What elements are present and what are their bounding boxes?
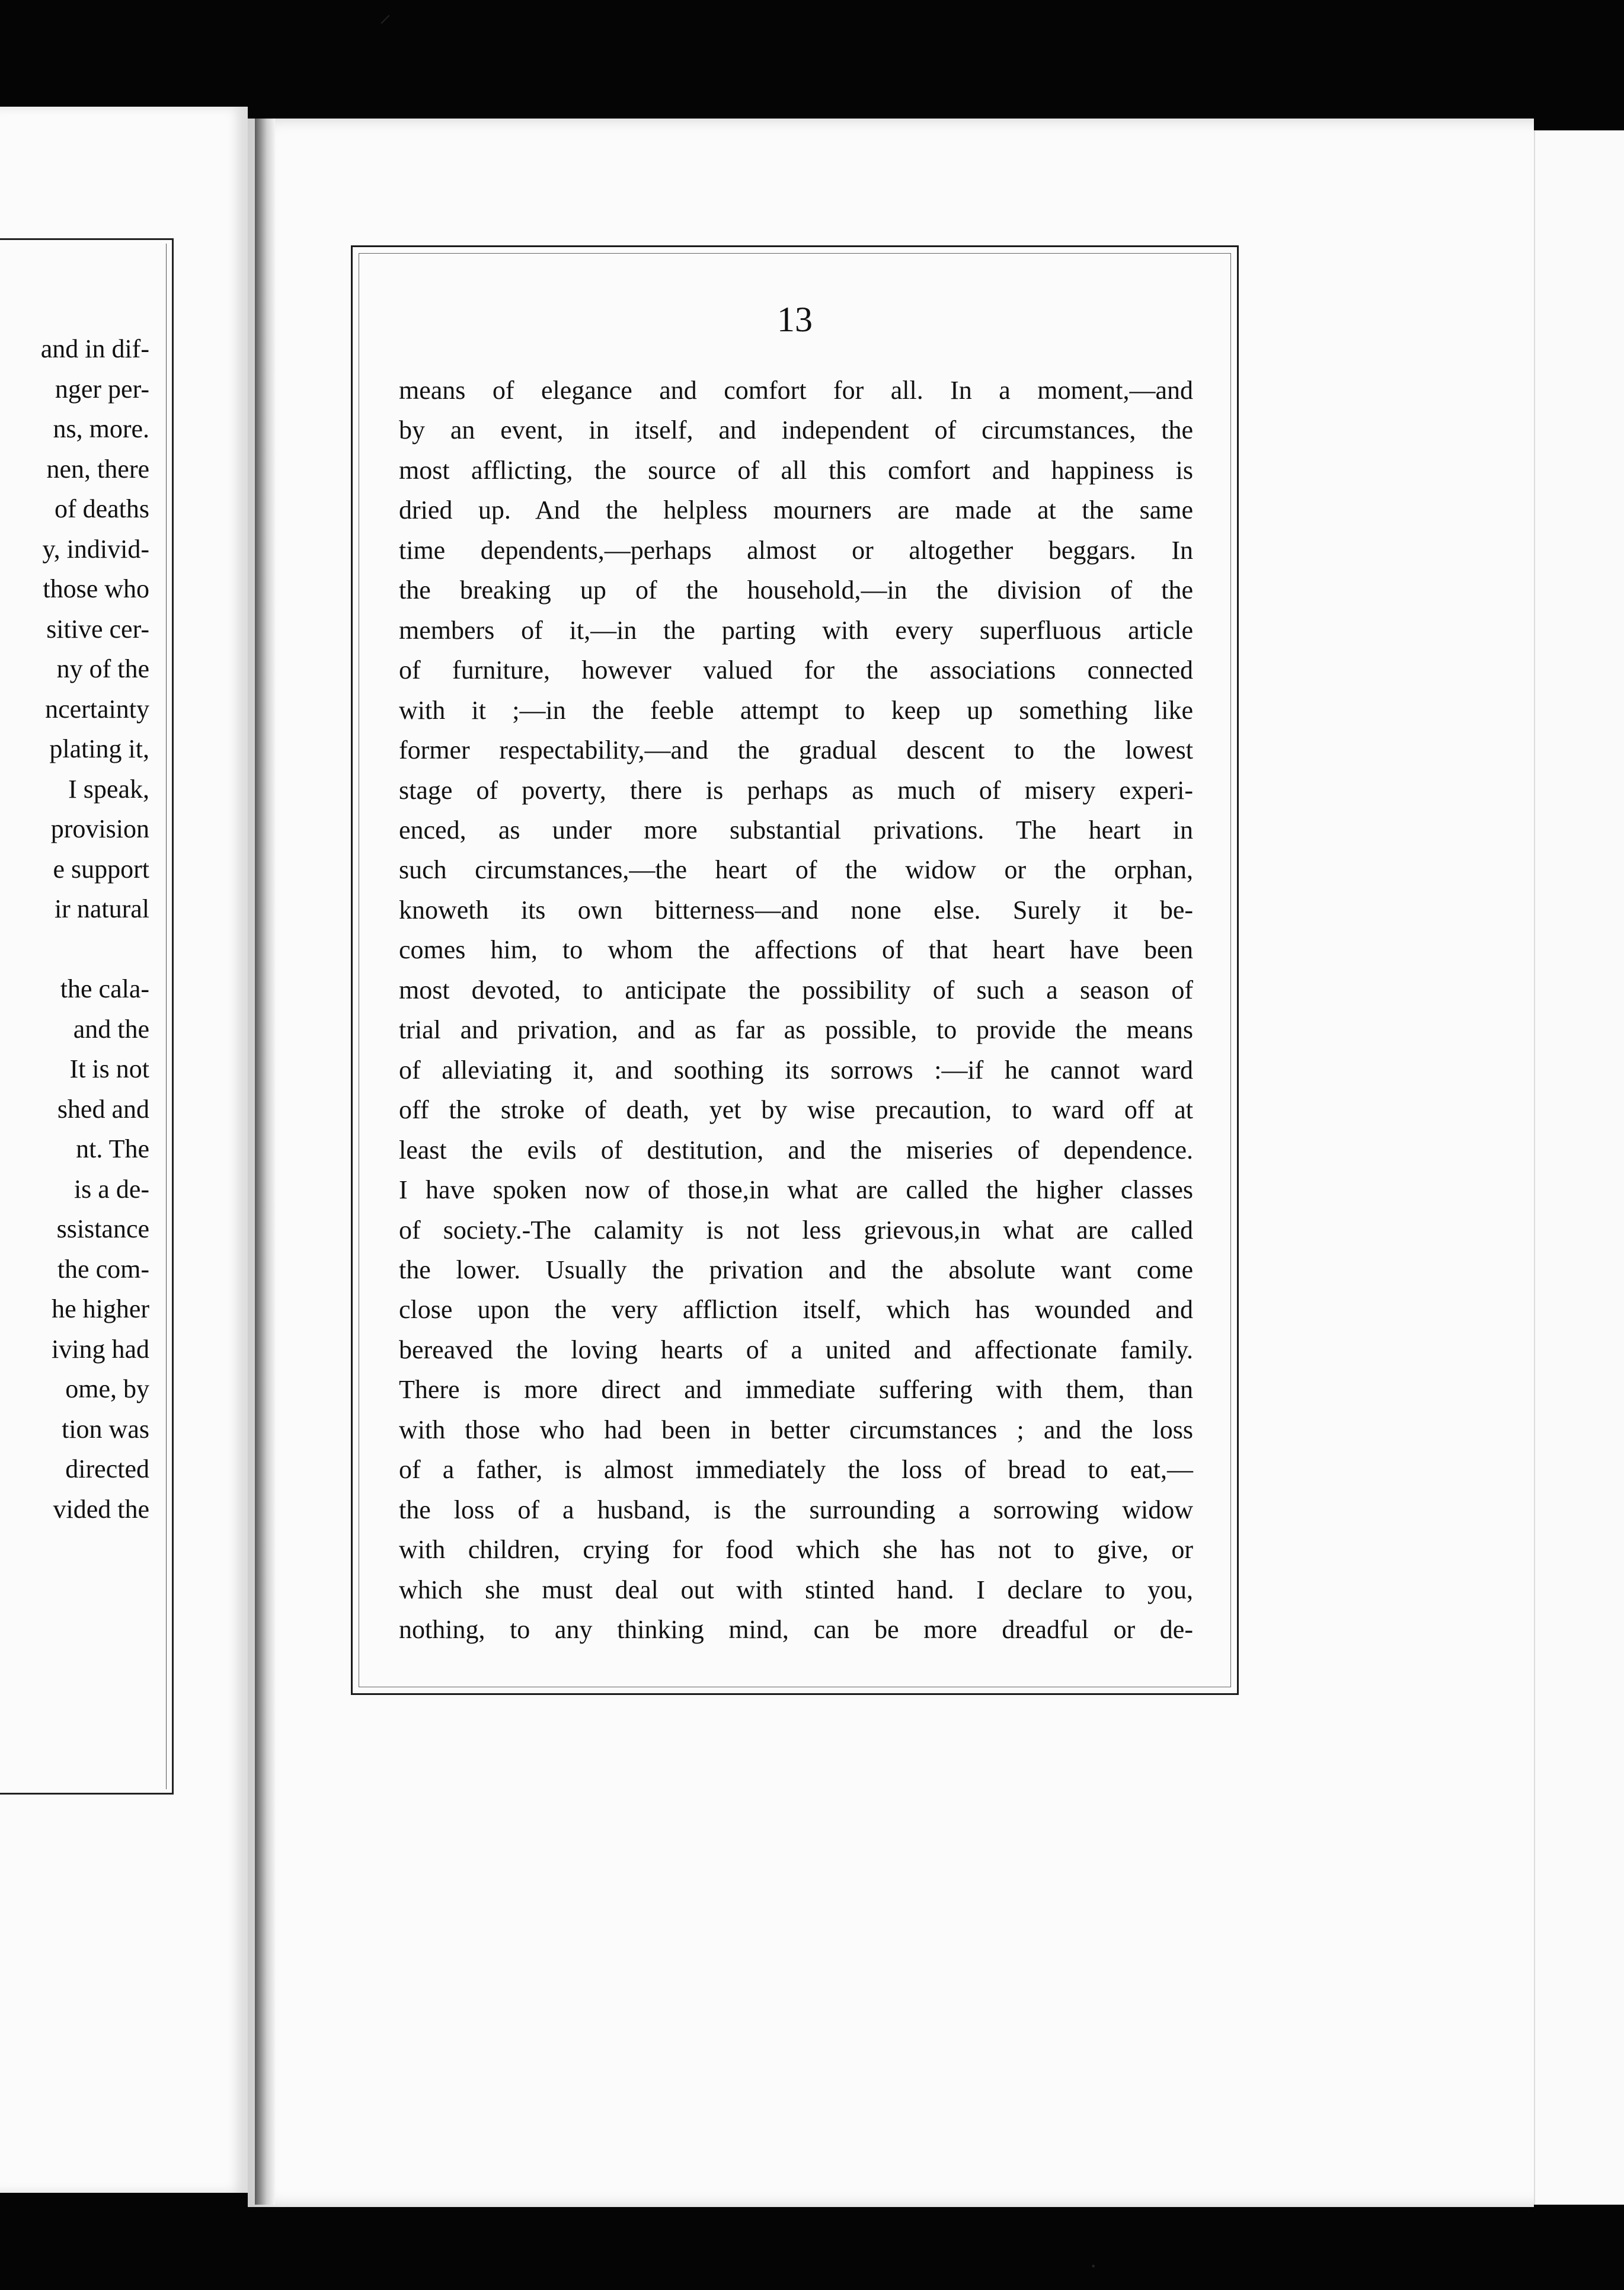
text-line: with children, crying for food which she has not to give, or <box>399 1535 1193 1565</box>
left-text-line: nger per- <box>55 374 149 404</box>
text-line: nothing, to any thinking mind, can be more dreadful or de- <box>399 1615 1193 1645</box>
left-text-line: vided the <box>53 1494 149 1524</box>
text-line: enced, as under more substantial privations. The heart in <box>399 815 1193 845</box>
left-text-line: tion was <box>62 1414 149 1444</box>
text-line: by an event, in itself, and independent of circumstances, the <box>399 415 1193 445</box>
left-text-line: the cala- <box>60 974 149 1003</box>
left-text-line: e support <box>53 854 149 884</box>
text-line: the lower. Usually the privation and the absolute want come <box>399 1255 1193 1284</box>
left-text-line: plating it, <box>49 734 149 763</box>
left-text-line: shed and <box>57 1094 149 1124</box>
text-line: with it ;—in the feeble attempt to keep up something like <box>399 695 1193 725</box>
text-line: trial and privation, and as far as possible, to provide the means <box>399 1015 1193 1045</box>
text-line: close upon the very affliction itself, which has wounded and <box>399 1295 1193 1325</box>
left-text-line: and in dif- <box>40 334 149 363</box>
text-line: most afflicting, the source of all this comfort and happiness is <box>399 455 1193 485</box>
text-line: the loss of a husband, is the surrounding a sorrowing widow <box>399 1495 1193 1524</box>
text-line: members of it,—in the parting with every superfluous article <box>399 615 1193 645</box>
left-text-line: those who <box>43 574 149 603</box>
left-text-line: provision <box>50 814 149 843</box>
left-text-line: ir natural <box>54 894 149 923</box>
left-page-frame <box>0 238 174 1795</box>
left-text-line: iving had <box>52 1334 149 1364</box>
left-text-line: y, individ- <box>42 534 149 564</box>
left-text-line: directed <box>65 1454 149 1483</box>
text-line: most devoted, to anticipate the possibility of such a season of <box>399 975 1193 1005</box>
text-line: of a father, is almost immediately the loss of bread to eat,— <box>399 1455 1193 1485</box>
page-body-text <box>399 370 1193 1650</box>
left-text-line: of deaths <box>54 494 149 523</box>
text-line: I have spoken now of those,in what are called the higher classes <box>399 1175 1193 1205</box>
left-text-line: he higher <box>52 1294 149 1323</box>
text-line: There is more direct and immediate suffering with them, than <box>399 1375 1193 1405</box>
text-line: least the evils of destitution, and the miseries of dependence. <box>399 1135 1193 1165</box>
next-page-edge <box>1534 130 1624 2205</box>
text-line: bereaved the loving hearts of a united and affectionate family. <box>399 1335 1193 1364</box>
scan-mark: ⸝ <box>379 1 391 27</box>
left-text-line: and the <box>73 1014 149 1044</box>
text-line: dried up. And the helpless mourners are made at the same <box>399 495 1193 525</box>
left-text-line: It is not <box>69 1054 149 1083</box>
text-line: time dependents,—perhaps almost or altogether beggars. In <box>399 535 1193 565</box>
left-text-line: nen, there <box>46 454 149 484</box>
text-line: comes him, to whom the affections of that heart have been <box>399 935 1193 965</box>
text-line: of society.-The calamity is not less grievous,in what are called <box>399 1215 1193 1245</box>
left-text-line: ncertainty <box>45 694 149 724</box>
text-line: of furniture, however valued for the associations connected <box>399 655 1193 685</box>
text-line: former respectability,—and the gradual descent to the lowest <box>399 735 1193 765</box>
left-text-line: ny of the <box>56 654 149 683</box>
text-line: such circumstances,—the heart of the widow or the orphan, <box>399 855 1193 885</box>
text-line: with those who had been in better circumstances ; and the loss <box>399 1415 1193 1444</box>
left-text-line: ssistance <box>56 1214 149 1243</box>
text-line: off the stroke of death, yet by wise precaution, to ward off at <box>399 1095 1193 1125</box>
left-text-line: is a de- <box>73 1174 149 1204</box>
text-frame <box>351 245 1239 1695</box>
left-text-line: ome, by <box>65 1374 149 1403</box>
book-spine <box>255 119 275 2205</box>
page-number: 13 <box>777 300 813 339</box>
left-text-line: I speak, <box>68 774 149 804</box>
left-text-line: the com- <box>57 1254 149 1284</box>
left-page <box>0 107 248 2193</box>
left-text-line: ns, more. <box>53 414 149 443</box>
text-line: which she must deal out with stinted hand. I declare to you, <box>399 1575 1193 1604</box>
text-line: the breaking up of the household,—in the division of the <box>399 575 1193 605</box>
text-line: of alleviating it, and soothing its sorrows :—if he cannot ward <box>399 1055 1193 1085</box>
scan-mark: · <box>1089 2253 1098 2279</box>
left-text-line: sitive cer- <box>46 614 149 644</box>
text-line: knoweth its own bitterness—and none else. Surely it be- <box>399 895 1193 925</box>
text-line: stage of poverty, there is perhaps as much of misery experi- <box>399 775 1193 805</box>
left-text-line: nt. The <box>76 1134 149 1163</box>
text-line: means of elegance and comfort for all. In a moment,—and <box>399 376 1193 405</box>
